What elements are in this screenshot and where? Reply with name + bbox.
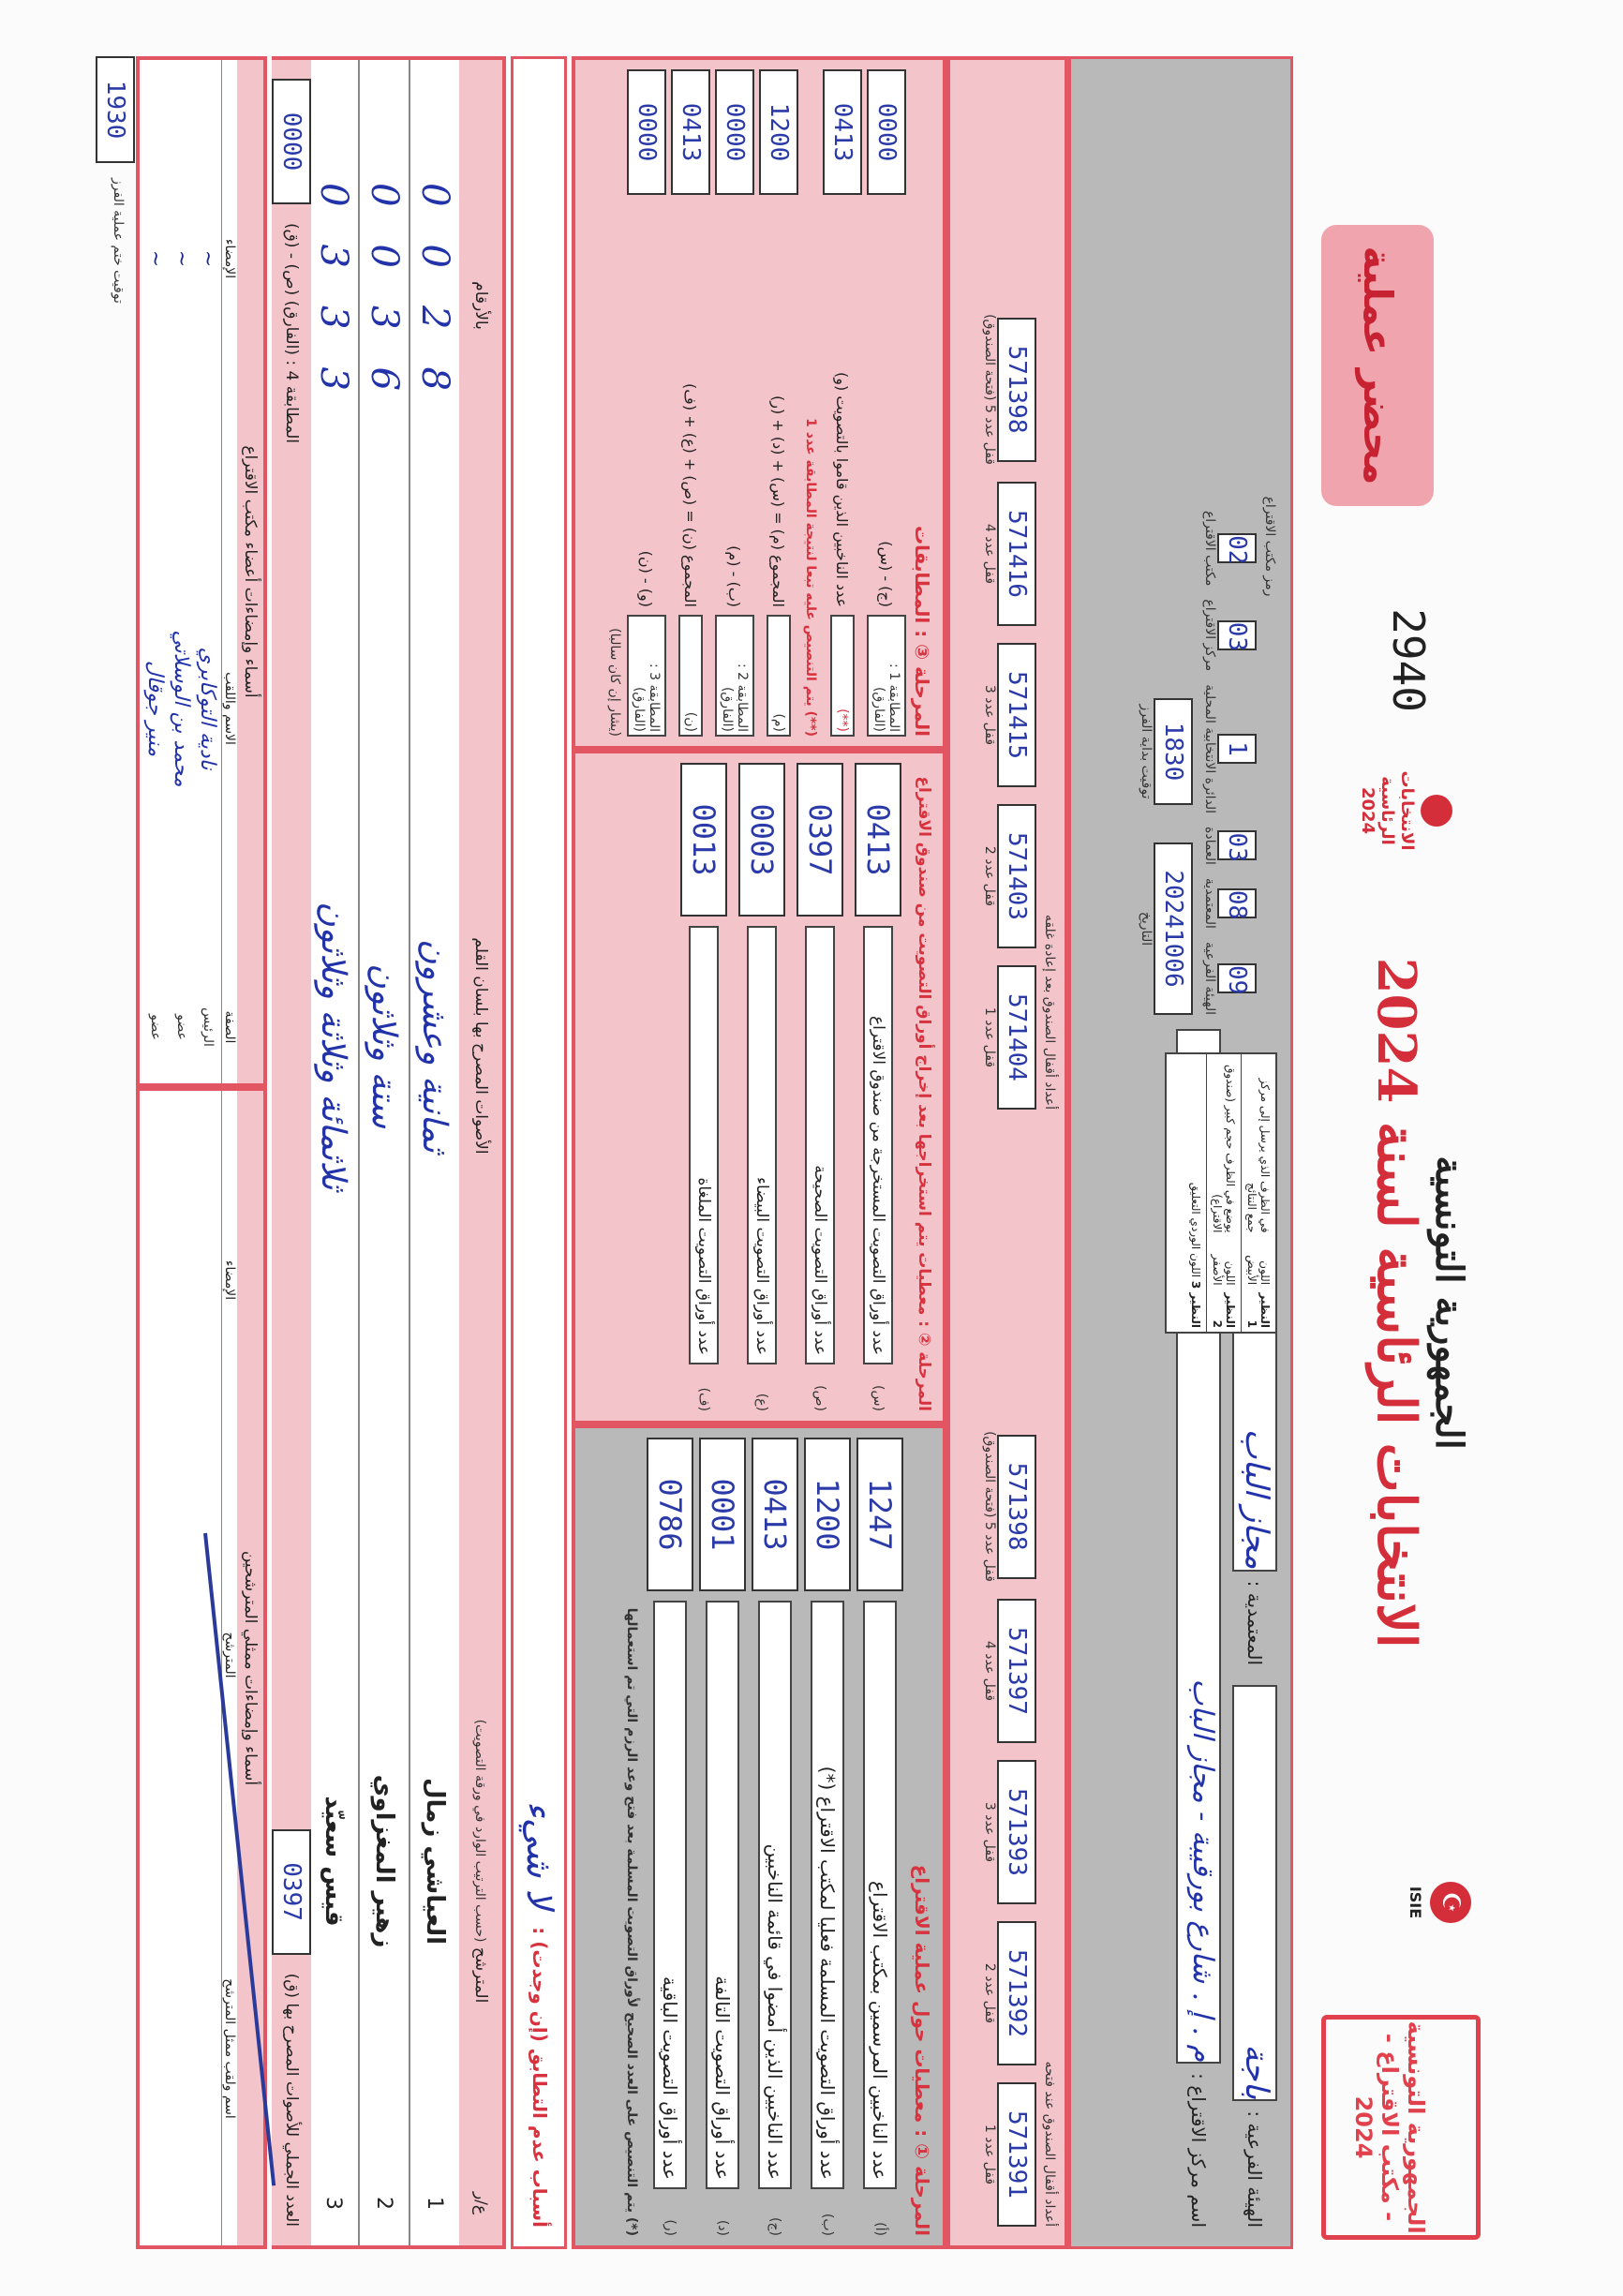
result-num: 3 bbox=[321, 2197, 346, 2210]
member-signature: ~ bbox=[170, 249, 194, 268]
member-signature: ~ bbox=[196, 249, 220, 268]
row-code: (ع) bbox=[754, 1393, 769, 1411]
row-match: (م) bbox=[767, 615, 791, 737]
code-label: الدائرة الانتخابية المحلية bbox=[1202, 684, 1217, 814]
row-label: (و) - (ن) bbox=[637, 550, 656, 607]
stage3-row bbox=[627, 69, 666, 737]
copy-color: اللون الوردي bbox=[1189, 1217, 1202, 1278]
code-value: 1 bbox=[1217, 734, 1257, 764]
stage3-panel bbox=[572, 56, 946, 750]
row-code: (س) bbox=[871, 1384, 886, 1411]
lock-item bbox=[982, 1431, 1036, 1582]
code-office bbox=[1202, 511, 1257, 586]
member-name: محمد بن الوسلاتي bbox=[170, 630, 194, 787]
stage1-row bbox=[699, 1438, 746, 2236]
subsidiary-label: الهيئة الفرعية : bbox=[1243, 2110, 1266, 2228]
stage2-title: المرحلة ② : معطيات يتم استخراجها بعد إخراج أوراق التصويت من صندوق الاقتراع bbox=[915, 776, 933, 1411]
candidate-name: زهير المغزاوي bbox=[370, 1774, 398, 1948]
signatures-area bbox=[136, 56, 267, 2249]
stage1-row bbox=[752, 1438, 798, 2236]
result-num: 2 bbox=[372, 2197, 396, 2210]
lock-item bbox=[982, 1760, 1036, 1904]
copy-dest: التعليق bbox=[1189, 1182, 1202, 1215]
start-time-label: توقيت بداية الفرز bbox=[1139, 704, 1154, 799]
lock-item bbox=[982, 804, 1036, 948]
member-role: الرئيس bbox=[201, 1007, 216, 1047]
col-digits: بالأرقام bbox=[471, 281, 490, 330]
copy-row bbox=[1241, 1054, 1275, 1332]
row-label: عدد أوراق التصويت الباقية bbox=[653, 1601, 687, 2189]
member-row bbox=[142, 60, 169, 1083]
row-code: (أ) bbox=[872, 2222, 887, 2236]
code-local-district bbox=[1202, 684, 1257, 813]
locks-panel bbox=[946, 56, 1068, 2249]
info-panel bbox=[1068, 56, 1293, 2249]
members-table bbox=[136, 56, 267, 1087]
row-match: المطابقة 1 : (الفارق) bbox=[867, 615, 906, 737]
match4-value: 0000 bbox=[272, 79, 311, 204]
copies-table bbox=[1165, 1052, 1277, 1334]
stage3-row bbox=[671, 69, 710, 737]
row-label: عدد الناخبين الذين أمضوا في قائمة الناخبين bbox=[758, 1601, 792, 2189]
lock-value: 571398 bbox=[997, 1435, 1036, 1579]
row-label: عدد الناخبين الذين قاموا بالتصويت (و) bbox=[833, 372, 852, 607]
lock-name: قفل عدد 3 bbox=[982, 684, 997, 746]
candidate-name: العياشي زمال bbox=[421, 1777, 449, 1946]
reps-col-sign: الإمضاء bbox=[222, 1260, 237, 1301]
member-row bbox=[195, 60, 221, 1083]
negative-note: (يشار إن كان سالبا) bbox=[607, 628, 622, 737]
results-total bbox=[272, 60, 311, 2245]
row-value: 1200 bbox=[759, 69, 798, 195]
code-value: 03 bbox=[1217, 830, 1257, 860]
lock-name: قفل عدد 3 bbox=[982, 1801, 997, 1863]
end-time-value: 1930 bbox=[96, 56, 135, 163]
locks-before-cells bbox=[982, 1196, 1036, 2227]
code-value: 09 bbox=[1217, 963, 1257, 993]
copy-label: النظير 2 bbox=[1211, 1292, 1237, 1328]
row-value: 0000 bbox=[867, 69, 906, 195]
date-value: 20241006 bbox=[1154, 842, 1193, 1015]
lock-value: 571404 bbox=[997, 965, 1036, 1110]
center-label: اسم مركز الاقتراع : bbox=[1187, 2073, 1210, 2228]
code-label: الهيئة الفرعية bbox=[1202, 941, 1217, 1015]
row-value: 0000 bbox=[715, 69, 754, 195]
lock-value: 571393 bbox=[997, 1760, 1036, 1904]
result-row bbox=[307, 60, 358, 2245]
reps-col-name: اسم ولقب ممثل المترشح bbox=[222, 1978, 237, 2119]
discrepancy-value: لا شيء bbox=[519, 1800, 560, 1909]
lock-value: 571391 bbox=[997, 2082, 1036, 2227]
row-value: 1200 bbox=[804, 1438, 851, 1591]
row-label: عدد أوراق التصويت المسلمة فعليا لمكتب الاقتراع (*) bbox=[811, 1601, 844, 2189]
stage1-panel bbox=[572, 1424, 946, 2249]
flag-icon: ☪ bbox=[1430, 1882, 1471, 1923]
stage3-rows bbox=[607, 69, 906, 737]
date-time-row bbox=[1139, 78, 1193, 1015]
member-name: منير جوقال bbox=[143, 660, 168, 757]
copy-color: اللون الأصفر bbox=[1211, 1254, 1237, 1286]
row-value: 0413 bbox=[855, 763, 901, 917]
form-title: محضر عملية bbox=[1321, 225, 1434, 506]
row-value: 0001 bbox=[699, 1438, 746, 1591]
col-words: الأصوات المصرح بها بلسان القلم bbox=[471, 937, 490, 1155]
lock-value: 571397 bbox=[997, 1599, 1036, 1743]
total-label: العدد الجملي للأصوات المصرح بها (ق) bbox=[282, 1973, 301, 2227]
logo-label: الانتخابات الرئاسية 2024 bbox=[1358, 770, 1417, 851]
members-col-role: الصفة bbox=[222, 1010, 237, 1044]
members-header bbox=[221, 60, 237, 1083]
row-match: (ن) bbox=[678, 615, 703, 737]
copy-color: اللون الأبيض bbox=[1245, 1255, 1272, 1286]
lock-name: قفل عدد 1 bbox=[982, 2124, 997, 2185]
votes-digits: 0036 bbox=[363, 183, 406, 428]
votes-digits: 0028 bbox=[413, 183, 456, 428]
lock-item bbox=[982, 643, 1036, 787]
locks-after bbox=[982, 79, 1057, 1110]
lock-item bbox=[982, 482, 1036, 626]
stage3-row bbox=[715, 69, 754, 737]
code-label: مكتب الاقتراع bbox=[1202, 510, 1217, 587]
election-title: الانتخابات الرئاسية لسنة 2024 bbox=[1365, 957, 1427, 1648]
stages-area bbox=[572, 56, 946, 2249]
row-value: 0000 bbox=[627, 69, 666, 195]
row-value: 0003 bbox=[738, 763, 785, 917]
rotated-form-sheet bbox=[101, 56, 1490, 2249]
col-candidate-label: المترشح bbox=[471, 1946, 490, 2004]
start-time-block bbox=[1139, 698, 1193, 805]
locks-after-label: أعداد أقفال الصندوق بعد إعادة غلقه bbox=[1042, 914, 1057, 1110]
code-subsidiary bbox=[1202, 942, 1257, 1015]
start-time-value: 1830 bbox=[1154, 698, 1193, 805]
date-label: التاريخ bbox=[1139, 911, 1154, 947]
row-value: 0786 bbox=[647, 1438, 693, 1591]
copy-label: النظير 3 bbox=[1189, 1280, 1202, 1328]
votes-words: ستة وثلاثون bbox=[365, 963, 404, 1128]
row-match: (**) bbox=[830, 615, 855, 737]
copy-dest: في الظرف الذي يرسل إلى مركز جمع النتائج bbox=[1245, 1078, 1272, 1233]
copy-row bbox=[1206, 1054, 1241, 1332]
code-value: 08 bbox=[1217, 888, 1257, 918]
center-value: م . إ . شارع بورقيبة - مجاز الباب bbox=[1176, 1029, 1221, 2064]
member-role: عضو bbox=[148, 1014, 163, 1040]
lock-name: قفل عدد 2 bbox=[982, 845, 997, 907]
lock-name: قفل عدد 4 bbox=[982, 1640, 997, 1702]
locks-after-cells bbox=[982, 79, 1036, 1110]
end-time-label: توقيت ختم عملية الفرز bbox=[111, 178, 126, 304]
votes-words: ثلاثمائة وثلاثة وثلاثون bbox=[314, 902, 353, 1190]
row-value: 0397 bbox=[797, 763, 843, 917]
row-label: المجموع (م) = (س) + (د) + (ر) bbox=[769, 395, 788, 607]
copy-label: النظير 1 bbox=[1245, 1292, 1272, 1328]
member-signature: ~ bbox=[143, 249, 168, 268]
result-row bbox=[409, 60, 459, 2245]
subsidiary-row bbox=[1232, 1685, 1277, 2228]
polling-code-block bbox=[1080, 78, 1277, 1015]
col-number: ع/ر bbox=[471, 2191, 490, 2215]
row-value: 0013 bbox=[680, 763, 727, 917]
row-match: المطابقة 2 : (الفارق) bbox=[715, 615, 754, 737]
members-title: أسماء وإمضاءات أعضاء مكتب الاقتراع bbox=[237, 60, 263, 1083]
stage3-note: (**) يتم التنصيص عليه تبعا لنتيجة المطابقة عدد 1 bbox=[803, 418, 818, 737]
votes-words: ثمانية وعشرون bbox=[415, 938, 454, 1154]
lock-item bbox=[982, 965, 1036, 1110]
reps-title: أسماء وإمضاءات ممثلي المترشحين bbox=[237, 1091, 263, 2245]
row-label: عدد أوراق التصويت المستخرجة من صندوق الاقتراع bbox=[863, 926, 893, 1364]
col-candidate-note: (حسب الترتيب الوارد في ورقة التصويت) bbox=[472, 1719, 487, 1943]
results-header bbox=[459, 60, 502, 2245]
row-code: (ر) bbox=[663, 2219, 677, 2236]
form-number: 2940 bbox=[1383, 608, 1434, 712]
col-candidate bbox=[471, 1561, 490, 2161]
code-sector bbox=[1202, 827, 1257, 865]
stage2-panel bbox=[572, 750, 946, 1424]
row-value: 0413 bbox=[752, 1438, 798, 1591]
row-value: 0413 bbox=[823, 69, 862, 195]
results-table bbox=[272, 56, 506, 2249]
delegation-label: المعتمدية : bbox=[1243, 1580, 1266, 1665]
result-row bbox=[358, 60, 409, 2245]
locks-before-label: أعداد أقفال الصندوق عند فتحه bbox=[1042, 2061, 1057, 2227]
row-label: عدد أوراق التصويت الصحيحة bbox=[805, 926, 835, 1364]
lock-value: 571403 bbox=[997, 804, 1036, 948]
row-value: 0413 bbox=[671, 69, 710, 195]
lock-value: 571398 bbox=[997, 318, 1036, 462]
lock-item bbox=[982, 314, 1036, 465]
stage1-row bbox=[804, 1438, 851, 2236]
row-code: (د) bbox=[715, 2219, 730, 2236]
stage3-row bbox=[823, 69, 862, 737]
member-row bbox=[169, 60, 195, 1083]
lock-name: قفل عدد 5 (فتحة الصندوق) bbox=[982, 1431, 997, 1582]
stage2-row bbox=[855, 763, 901, 1411]
member-name: نادية التوكابري bbox=[196, 647, 220, 770]
row-label: عدد أوراق التصويت التالفة bbox=[706, 1601, 739, 2189]
lock-item bbox=[982, 2082, 1036, 2227]
match4-label: المطابقة 4 : (الفارق) (ص) - (ق) bbox=[282, 223, 301, 444]
copy-row bbox=[1185, 1054, 1206, 1332]
delegation-value: مجاز الباب bbox=[1232, 1155, 1277, 1572]
reps-header bbox=[221, 1091, 237, 2245]
lock-name: قفل عدد 4 bbox=[982, 523, 997, 585]
row-label: عدد أوراق التصويت البيضاء bbox=[747, 926, 777, 1364]
row-value: 1247 bbox=[856, 1438, 903, 1591]
members-col-name: الاسم واللقب bbox=[222, 672, 237, 745]
stage2-row bbox=[797, 763, 843, 1411]
lock-item bbox=[982, 1921, 1036, 2065]
lock-name: قفل عدد 5 (فتحة الصندوق) bbox=[982, 314, 997, 465]
candidate-name: قيس سعيّد bbox=[320, 1796, 348, 1927]
row-label: (ب) - (م) bbox=[725, 545, 744, 607]
discrepancy-row bbox=[511, 56, 567, 2249]
lock-item bbox=[982, 1599, 1036, 1743]
stage3-row bbox=[867, 69, 906, 737]
reps-table bbox=[136, 1087, 267, 2249]
logo-mark-icon bbox=[1421, 795, 1452, 827]
isie-logo bbox=[1359, 1837, 1471, 1968]
row-code: (ب) bbox=[820, 2213, 835, 2236]
subsidiary-value: باجة bbox=[1232, 1685, 1277, 2101]
lock-value: 571416 bbox=[997, 482, 1036, 626]
code-label: مركز الاقتراع bbox=[1202, 599, 1217, 672]
stage1-rows bbox=[647, 1438, 903, 2236]
lock-value: 571415 bbox=[997, 643, 1036, 787]
stage1-title: المرحلة ① : معطيات حول عملية الاقتراع bbox=[911, 1864, 933, 2236]
code-delegation bbox=[1202, 878, 1257, 929]
row-code: (ص) bbox=[812, 1385, 827, 1411]
polling-code-cells bbox=[1202, 78, 1257, 1015]
elections-logo bbox=[1340, 759, 1452, 862]
lock-value: 571392 bbox=[997, 1921, 1036, 2065]
row-code: (ف) bbox=[696, 1387, 711, 1411]
stage2-row bbox=[680, 763, 727, 1411]
stage2-row bbox=[738, 763, 785, 1411]
code-label: المعتمدية bbox=[1202, 877, 1217, 929]
lock-name: قفل عدد 2 bbox=[982, 1962, 997, 2024]
votes-digits: 0333 bbox=[312, 183, 355, 428]
country-title: الجمهورية التونسية bbox=[1427, 1155, 1471, 1450]
member-role: عضو bbox=[174, 1014, 189, 1040]
row-label: عدد الناخبين المرسمين بمكتب الاقتراع bbox=[863, 1601, 897, 2189]
stage1-note: (*) يتم التنصيص على العدد الصحيح لأوراق التصويت المسلمة بعد فتح وعد الرزم التي تم استعمالها bbox=[624, 1607, 639, 2236]
members-col-sign: الإمضاء bbox=[222, 238, 237, 279]
code-value: 02 bbox=[1217, 533, 1257, 563]
row-label: (ج) - (س) bbox=[877, 541, 896, 607]
polling-code-heading: رمز مكتب الاقتراع bbox=[1262, 496, 1277, 597]
discrepancy-label: أسباب عدم التطابق (إن وجدت) : bbox=[529, 1927, 551, 2228]
isie-label: ISIE bbox=[1407, 1886, 1424, 1919]
row-match: المطابقة 3 : (الفارق) bbox=[627, 615, 666, 737]
total-value: 0397 bbox=[272, 1829, 311, 1955]
code-value: 03 bbox=[1217, 620, 1257, 650]
code-center bbox=[1202, 599, 1257, 671]
stage1-row bbox=[856, 1438, 903, 2236]
header-titles bbox=[1365, 881, 1471, 1724]
locks-before bbox=[982, 1196, 1057, 2227]
stamp-text: الجمهورية التونسية - مكتب الاقتراع - 2024 bbox=[1350, 2020, 1429, 2234]
lock-name: قفل عدد 1 bbox=[982, 1006, 997, 1068]
stage2-rows bbox=[680, 763, 901, 1411]
copy-dest: يوضع في الظرف حجم كبير (صندوق الاقتراع) bbox=[1211, 1065, 1237, 1233]
official-stamp bbox=[1321, 2015, 1481, 2240]
row-label: عدد أوراق التصويت الملغاة bbox=[689, 926, 719, 1364]
row-label: المجموع (ن) = (ص) + (ع) + (ف) bbox=[681, 383, 700, 607]
stage3-title: المرحلة ③ : المطابقات bbox=[911, 525, 933, 737]
stage3-row bbox=[759, 69, 798, 737]
results-rows bbox=[307, 60, 459, 2245]
result-num: 1 bbox=[423, 2197, 447, 2210]
row-code: (ج) bbox=[767, 2217, 782, 2236]
stage1-row bbox=[647, 1438, 693, 2236]
date-block bbox=[1139, 842, 1193, 1015]
code-label: العمادة bbox=[1202, 827, 1217, 865]
reps-col-candidate: المترشح bbox=[222, 1632, 237, 1678]
form-header bbox=[1303, 56, 1490, 2249]
